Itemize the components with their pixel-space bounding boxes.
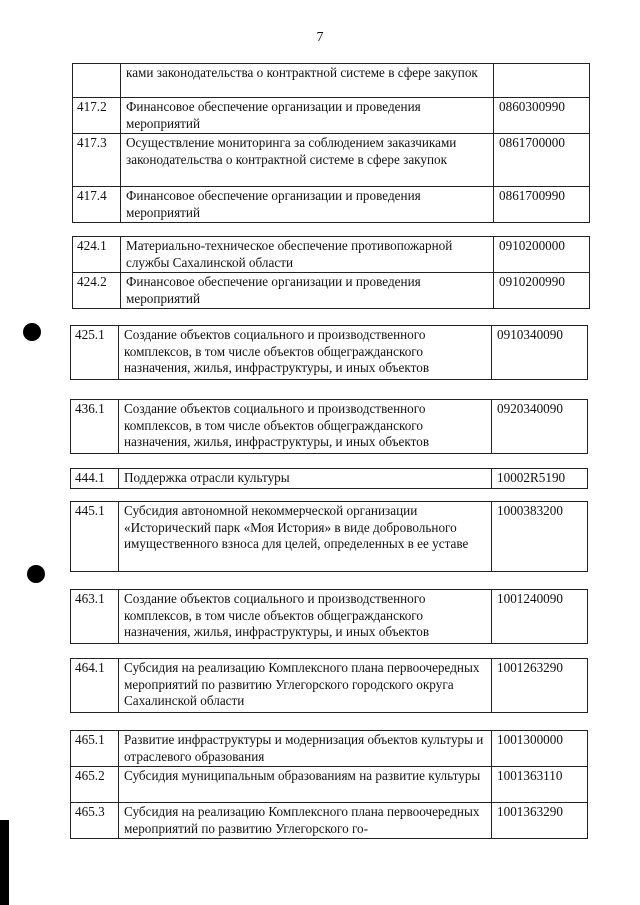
table-row xyxy=(73,134,590,187)
budget-table xyxy=(70,501,588,572)
row-number: 465.2 xyxy=(71,767,119,803)
row-number: 465.1 xyxy=(71,731,119,767)
margin-dot-marker xyxy=(27,565,45,583)
row-code: 1001300000 xyxy=(492,731,588,767)
row-code: 0910340090 xyxy=(492,326,588,380)
row-description: Финансовое обеспечение организации и проведения мероприятий xyxy=(121,98,494,134)
row-number: 417.4 xyxy=(73,187,121,223)
row-number: 445.1 xyxy=(71,502,119,572)
row-description: Финансовое обеспечение организации и проведения мероприятий xyxy=(121,187,494,223)
table-row xyxy=(73,187,590,223)
budget-table xyxy=(70,325,588,380)
table-row xyxy=(71,502,588,572)
table-row xyxy=(71,767,588,803)
row-number: 436.1 xyxy=(71,400,119,454)
table-row xyxy=(71,803,588,839)
row-number: 417.2 xyxy=(73,98,121,134)
row-description: Материально-техническое обеспечение противопожарной службы Сахалинской области xyxy=(121,237,494,273)
row-number: 464.1 xyxy=(71,659,119,713)
row-description: Создание объектов социального и производственного комплексов, в том числе объектов общегражданского назначения, жилья, инфраструктуры, и иных объектов xyxy=(119,590,492,644)
row-code: 1001363290 xyxy=(492,803,588,839)
budget-table xyxy=(70,399,588,454)
row-description: Субсидия на реализацию Комплексного плана первоочередных мероприятий по развитию Углегорского городского округа Сахалинской области xyxy=(119,659,492,713)
row-code: 0860300990 xyxy=(494,98,590,134)
row-code: 0920340090 xyxy=(492,400,588,454)
table-row xyxy=(71,731,588,767)
budget-table xyxy=(70,658,588,713)
budget-table xyxy=(70,589,588,644)
row-code: 0861700000 xyxy=(494,134,590,187)
row-number: 425.1 xyxy=(71,326,119,380)
row-description: Поддержка отрасли культуры xyxy=(119,469,492,489)
row-code: 1001263290 xyxy=(492,659,588,713)
row-code xyxy=(494,64,590,98)
row-description: Осуществление мониторинга за соблюдением заказчиками законодательства о контрактной системе в сфере закупок xyxy=(121,134,494,187)
row-description: Создание объектов социального и производственного комплексов, в том числе объектов общегражданского назначения, жилья, инфраструктуры, и иных объектов xyxy=(119,400,492,454)
page-number: 7 xyxy=(316,30,324,45)
row-code: 0910200990 xyxy=(494,273,590,309)
row-code: 10002R5190 xyxy=(492,469,588,489)
row-number: 424.1 xyxy=(73,237,121,273)
row-description: ками законодательства о контрактной системе в сфере закупок xyxy=(121,64,494,98)
table-row xyxy=(71,590,588,644)
row-number: 444.1 xyxy=(71,469,119,489)
budget-table xyxy=(70,730,588,839)
row-code: 1001240090 xyxy=(492,590,588,644)
row-code: 0861700990 xyxy=(494,187,590,223)
row-description: Финансовое обеспечение организации и проведения мероприятий xyxy=(121,273,494,309)
row-description: Создание объектов социального и производственного комплексов, в том числе объектов общегражданского назначения, жилья, инфраструктуры, и иных объектов xyxy=(119,326,492,380)
row-description: Субсидия автономной некоммерческой организации «Исторический парк «Моя История» в виде добровольного имущественного взноса для целей, определенных в ее уставе xyxy=(119,502,492,572)
row-number: 417.3 xyxy=(73,134,121,187)
table-row xyxy=(71,659,588,713)
row-code: 1001363110 xyxy=(492,767,588,803)
row-description: Субсидия муниципальным образованиям на развитие культуры xyxy=(119,767,492,803)
table-row xyxy=(71,469,588,489)
scan-edge-mark xyxy=(0,820,9,905)
table-row xyxy=(73,237,590,273)
row-number: 463.1 xyxy=(71,590,119,644)
budget-table xyxy=(70,468,588,489)
budget-table xyxy=(72,63,590,223)
budget-table xyxy=(72,236,590,309)
table-row xyxy=(71,400,588,454)
row-number: 465.3 xyxy=(71,803,119,839)
table-row xyxy=(73,273,590,309)
row-number: 424.2 xyxy=(73,273,121,309)
table-row xyxy=(71,326,588,380)
margin-dot-marker xyxy=(23,323,41,341)
table-row xyxy=(73,98,590,134)
row-code: 1000383200 xyxy=(492,502,588,572)
table-row xyxy=(73,64,590,98)
row-description: Субсидия на реализацию Комплексного плана первоочередных мероприятий по развитию Углегорского го- xyxy=(119,803,492,839)
row-description: Развитие инфраструктуры и модернизация объектов культуры и отраслевого образования xyxy=(119,731,492,767)
row-number xyxy=(73,64,121,98)
row-code: 0910200000 xyxy=(494,237,590,273)
